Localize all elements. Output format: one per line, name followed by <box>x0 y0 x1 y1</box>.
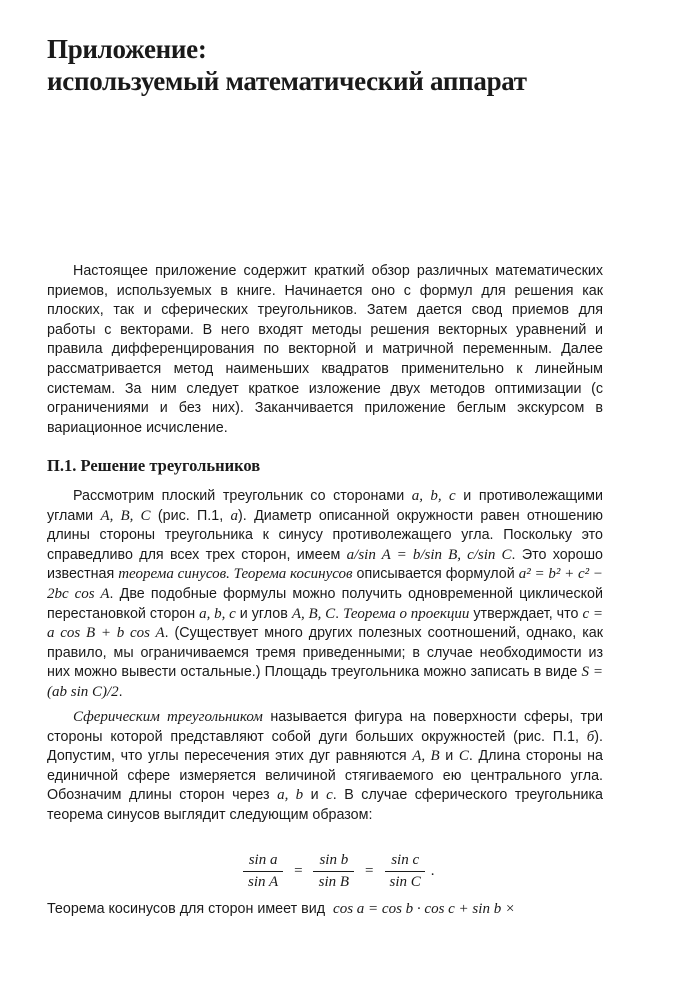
text-run: утверждает, что <box>469 605 583 622</box>
math-run: a/sin A = b/sin B, c/sin C <box>346 546 512 563</box>
text-run: и противолежащими углами <box>47 488 603 524</box>
text-run: называется фигура на поверхности сферы, три стороны которой представляют собой дуги больших окружностей (рис. П.1, <box>47 709 603 745</box>
sine-law-formula <box>238 846 435 896</box>
plane-triangle-paragraph <box>47 487 603 703</box>
math-run: a, b <box>277 787 304 804</box>
title-line-2: используемый математический аппарат <box>47 66 527 96</box>
math-run: A, B, C <box>291 605 336 622</box>
spherical-triangle-paragraph <box>47 708 603 826</box>
text-run: . <box>335 605 344 622</box>
text-run: . Две подобные формулы можно получить одновременной циклической перестановкой сторон <box>47 585 603 622</box>
title-line-1: Приложение: <box>47 34 207 64</box>
emphasis-run: Сферическим треугольником <box>73 709 263 725</box>
math-run: а <box>230 507 239 524</box>
section-heading: П.1. Решение треугольников <box>47 456 261 475</box>
fraction <box>384 852 427 891</box>
text-run: и <box>439 748 459 765</box>
emphasis-run: теорема синусов. Теорема косинусов <box>118 566 353 583</box>
math-run: a, b, c <box>411 488 456 504</box>
text-run: . В случае сферического треугольника теорема синусов выглядит следующим образом: <box>47 787 604 823</box>
text-run: описывается формулой <box>352 566 519 583</box>
denominator: sin A <box>248 873 279 890</box>
text-run: . Длина стороны на единичной сфере измеряется величиной стягиваемого ею центрального угла. Обозначим длины сторон через <box>47 748 603 804</box>
fraction <box>313 852 355 891</box>
math-run: C <box>458 748 469 765</box>
text-run: Рассмотрим плоский треугольник со сторонами <box>73 488 412 504</box>
text-run: и <box>303 787 327 804</box>
formula-period: . <box>430 862 435 879</box>
numerator: sin c <box>385 852 425 872</box>
equals-sign: = <box>365 862 374 879</box>
math-run: A, B, C <box>100 507 151 524</box>
text-run: . Это хорошо известная <box>47 546 603 583</box>
text-run: (рис. П.1, <box>150 507 231 524</box>
math-run: a, b, c <box>199 605 236 622</box>
math-run: cos a = cos b · cos c + sin b × <box>333 901 516 917</box>
emphasis-run: Теорема о проекции <box>343 605 470 622</box>
denominator: sin B <box>318 873 350 890</box>
intro-paragraph: Настоящее приложение содержит краткий обзор различных математических приемов, используемых в книге. Начинается оно с формул для решения как плоских, так и сферических треугольников. Затем дается свод приемов для работы с векторами. В него входят методы решения векторных уравнений и правила дифференцирования по векторной и матричной переменным. Далее рассматривается метод наименьших квадратов применительно к линейным системам. За ним следует краткое изложение двух методов оптимизации (с ограничениями и без них). Заканчивается приложение беглым экскурсом в вариационное исчисление. <box>47 263 603 436</box>
fraction <box>242 852 284 891</box>
math-run: a² = b² + c² − 2bc cos A <box>47 566 604 602</box>
math-run: c = a cos B + b cos A <box>47 605 603 642</box>
math-run: A, B <box>412 748 440 765</box>
equals-sign: = <box>294 862 303 879</box>
denominator: sin C <box>389 873 421 890</box>
text-run: . (Существует много других полезных соотношений, однако, как правило, мы ограничиваемся тремя приведенными; в случае необходимости из них можно вывести остальные.) Площадь треугольника можно записать в виде <box>47 625 603 681</box>
math-run: S = (ab sin C)/2 <box>47 664 603 700</box>
numerator: sin b <box>313 852 354 872</box>
text-run: ). Диаметр описанной окружности равен отношению длины стороны треугольника к синусу противолежащего угла. Поскольку это справедливо для всех трех сторон, имеем <box>47 507 603 563</box>
text-run: и углов <box>235 605 292 622</box>
numerator: sin a <box>243 852 284 872</box>
cosine-law-line <box>47 900 607 920</box>
math-run: б <box>586 728 595 745</box>
appendix-title <box>47 33 647 97</box>
text-run: ). Допустим, что углы пересечения этих дуг равняются <box>47 728 603 765</box>
text-run: Теорема косинусов для сторон имеет вид <box>47 901 326 917</box>
math-run: c <box>326 787 333 804</box>
text-run: . <box>118 683 123 700</box>
